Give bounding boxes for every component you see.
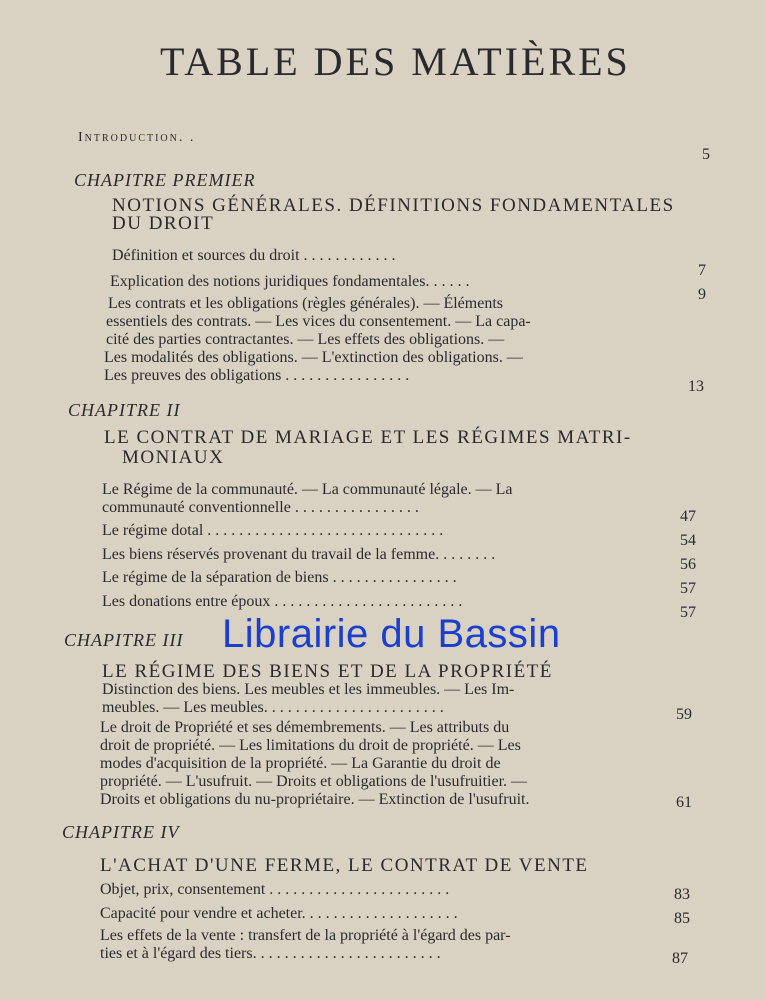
toc-entry-text: Le droit de Propriété et ses démembrements. — Les attributs du (100, 719, 510, 736)
toc-entry-page: 56 (680, 556, 696, 573)
toc-entry-page: 61 (676, 794, 692, 811)
toc-entry-text: Objet, prix, consentement . . . . . . . . . . . . . . . . . . . . . . . (100, 881, 450, 898)
toc-entry-text: Capacité pour vendre et acheter. . . . . . . . . . . . . . . . . . . . (100, 905, 458, 922)
introduction-label: Introduction. . (78, 130, 196, 145)
toc-entry-text: meubles. — Les meubles. . . . . . . . . . . . . . . . . . . . . . . (102, 699, 444, 716)
chapter-4-heading-line-1: L'ACHAT D'UNE FERME, LE CONTRAT DE VENTE (100, 855, 589, 876)
toc-entry-page: 9 (698, 286, 706, 303)
chapter-2-label: CHAPITRE II (68, 400, 181, 420)
watermark-text: Librairie du Bassin (222, 612, 561, 656)
toc-entry-page: 47 (680, 508, 696, 525)
chapter-2-heading-line-2: MONIAUX (122, 447, 225, 468)
toc-entry-text: Les contrats et les obligations (règles générales). — Éléments (108, 295, 503, 312)
toc-entry-text: Le régime de la séparation de biens . . . . . . . . . . . . . . . . (102, 569, 457, 586)
chapter-1-heading-line-1: NOTIONS GÉNÉRALES. DÉFINITIONS FONDAMENTALES (112, 195, 675, 216)
toc-entry-text: Le Régime de la communauté. — La communauté légale. — La (102, 481, 513, 498)
toc-entry-text: Définition et sources du droit . . . . . . . . . . . . (112, 247, 396, 264)
toc-entry-page: 87 (672, 950, 688, 967)
toc-entry-text: Les biens réservés provenant du travail de la femme. . . . . . . . (102, 546, 496, 563)
toc-entry-text: communauté conventionnelle . . . . . . . . . . . . . . . . (102, 499, 419, 516)
toc-entry-text: Le régime dotal . . . . . . . . . . . . . . . . . . . . . . . . . . . . . . (102, 522, 444, 539)
chapter-1-label: CHAPITRE PREMIER (74, 170, 256, 190)
toc-entry-page: 57 (680, 580, 696, 597)
chapter-4-label: CHAPITRE IV (62, 822, 180, 842)
toc-entry-text: modes d'acquisition de la propriété. — La Garantie du droit de (100, 755, 501, 772)
toc-entry-page: 7 (698, 262, 706, 279)
toc-entry-text: Les modalités des obligations. — L'extinction des obligations. — (104, 349, 523, 366)
page-title: TABLE DES MATIÈRES (160, 39, 631, 84)
toc-entry-text: essentiels des contrats. — Les vices du consentement. — La capa- (106, 313, 531, 330)
introduction-page: 5 (702, 146, 710, 163)
chapter-3-label: CHAPITRE III (64, 630, 184, 650)
toc-entry-text: cité des parties contractantes. — Les effets des obligations. — (106, 331, 505, 348)
toc-entry-text: Les preuves des obligations . . . . . . . . . . . . . . . . (104, 367, 410, 384)
toc-entry-text: ties et à l'égard des tiers. . . . . . . . . . . . . . . . . . . . . . . . (100, 945, 441, 962)
chapter-2-heading-line-1: LE CONTRAT DE MARIAGE ET LES RÉGIMES MATRI- (104, 427, 632, 448)
toc-entry-page: 85 (674, 910, 690, 927)
toc-entry-page: 57 (680, 604, 696, 621)
chapter-3-heading-line-1: LE RÉGIME DES BIENS ET DE LA PROPRIÉTÉ (102, 661, 553, 682)
toc-entry-page: 59 (676, 706, 692, 723)
toc-entry-text: Les donations entre époux . . . . . . . . . . . . . . . . . . . . . . . . (102, 593, 463, 610)
chapter-1-heading-line-2: DU DROIT (112, 213, 215, 234)
toc-entry-text: Distinction des biens. Les meubles et les immeubles. — Les Im- (102, 681, 515, 698)
toc-entry-page: 54 (680, 532, 696, 549)
toc-entry-text: propriété. — L'usufruit. — Droits et obligations de l'usufruitier. — (100, 773, 528, 790)
toc-entry-page: 83 (674, 886, 690, 903)
toc-entry-text: Droits et obligations du nu-propriétaire. — Extinction de l'usufruit. (100, 791, 530, 808)
toc-entry-text: Explication des notions juridiques fondamentales. . . . . . (110, 273, 470, 290)
toc-entry-text: Les effets de la vente : transfert de la propriété à l'égard des par- (100, 927, 511, 944)
toc-entry-page: 13 (688, 378, 704, 395)
toc-entry-text: droit de propriété. — Les limitations du droit de propriété. — Les (100, 737, 521, 754)
